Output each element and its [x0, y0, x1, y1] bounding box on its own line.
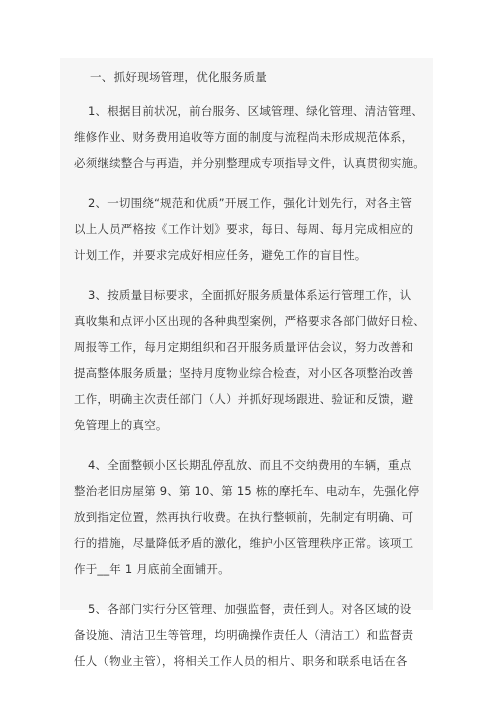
paragraph-1 [74, 98, 433, 176]
paragraph-2 [74, 190, 433, 268]
paragraph-line: 行的措施，尽量降低矛盾的激化，维护小区管理秩序正常。该项工 [74, 536, 414, 550]
paragraph-line: 必须继续整合与再造，并分别整理成专项指导文件，认真贯彻实施。 [74, 156, 425, 170]
paragraph-line: 免管理上的真空。 [74, 418, 168, 432]
paragraph-line: 工作，明确主次责任部门（人）并抓好现场跟进、验证和反馈，避 [74, 392, 414, 406]
paragraph-line: 5、各部门实行分区管理、加强监督，责任到人。对各区域的设 [88, 602, 412, 616]
paragraph-line: 备设施、清洁卫生等管理，均明确操作责任人（清洁工）和监督责 [74, 628, 414, 642]
paragraph-line: 计划工作，并要求完成好相应任务，避免工作的盲目性。 [74, 248, 367, 262]
paragraph-line: 以上人员严格按《工作计划》要求，每日、每周、每月完成相应的 [74, 222, 414, 236]
paragraph-line: 3、按质量目标要求，全面抓好服务质量体系运行管理工作，认 [88, 288, 412, 302]
paragraph-line: 维修作业、财务费用追收等方面的制度与流程尚未形成规范体系， [74, 130, 414, 144]
paragraph-4 [74, 452, 433, 582]
paragraph-line: 1、根据目前状况，前台服务、区域管理、绿化管理、清洁管理、 [88, 104, 424, 118]
section-heading: 一、抓好现场管理，优化服务质量 [90, 70, 267, 84]
paragraph-line: 放到指定位置，然再执行收费。在执行整顿前，先制定有明确、可 [74, 510, 414, 524]
paragraph-line: 真收集和点评小区出现的各种典型案例，严格要求各部门做好日检、 [74, 314, 425, 328]
paragraph-line: 提高整体服务质量；坚持月度物业综合检查，对小区各项整治改善 [74, 366, 414, 380]
paragraph-5 [74, 596, 433, 674]
paragraph-list [74, 98, 433, 674]
paragraph-line: 整治老旧房屋第 9、第 10、第 15 栋的摩托车、电动车，先强化停 [74, 484, 420, 498]
paragraph-line: 2、一切围绕“规范和优质”开展工作，强化计划先行，对各主管 [88, 196, 413, 210]
paragraph-3 [74, 282, 433, 438]
document-content [60, 58, 433, 668]
paragraph-line: 4、全面整顿小区长期乱停乱放、而且不交纳费用的车辆，重点 [88, 458, 412, 472]
paragraph-line: 周报等工作，每月定期组织和召开服务质量评估会议，努力改善和 [74, 340, 414, 354]
paragraph-line: 作于__年 1 月底前全面铺开。 [74, 562, 230, 576]
paragraph-line: 任人（物业主管），将相关工作人员的相片、职务和联系电话在各 [74, 654, 408, 668]
